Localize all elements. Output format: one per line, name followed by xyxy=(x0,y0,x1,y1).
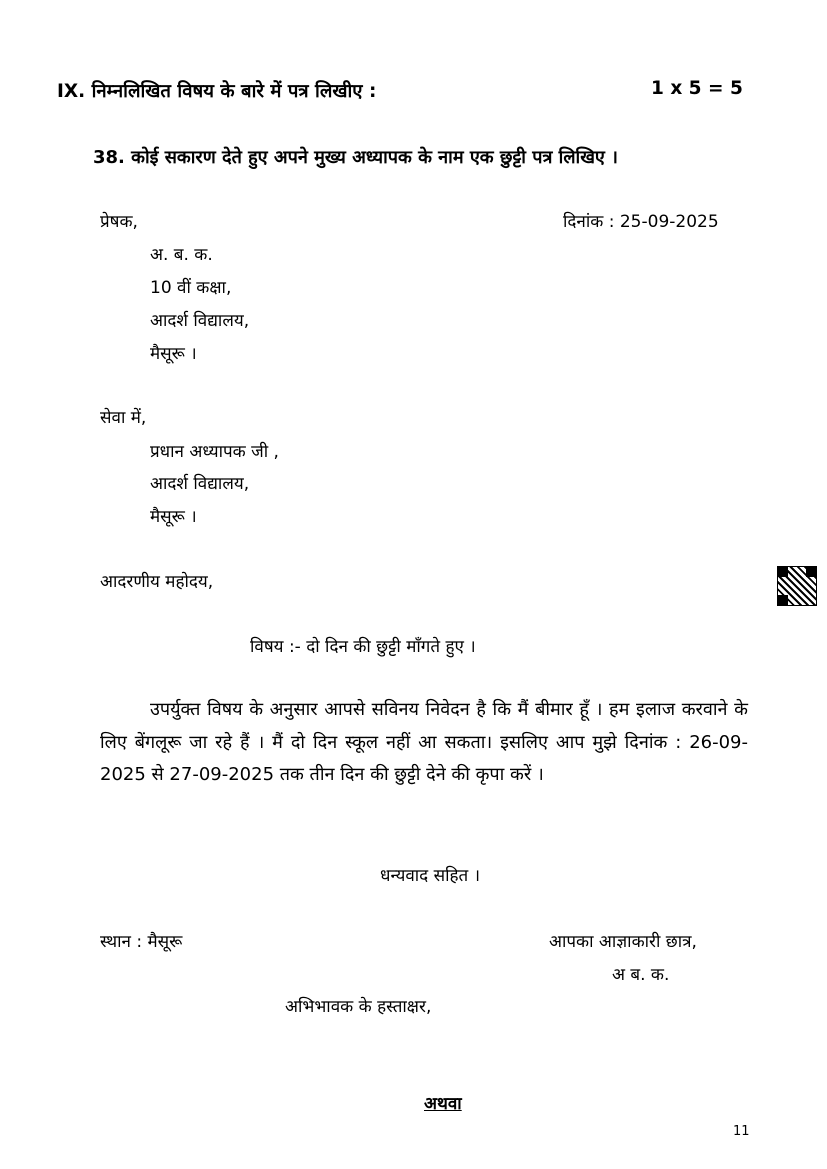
signature-name: अ ब. क. xyxy=(612,965,670,985)
salutation: आदरणीय महोदय, xyxy=(100,572,214,592)
recipient-line: प्रधान अध्यापक जी , xyxy=(150,442,279,462)
section-heading: IX. निम्नलिखित विषय के बारे में पत्र लिखीए : xyxy=(57,81,377,102)
letter-body-text: उपर्युक्त विषय के अनुसार आपसे सविनय निवेदन है कि मैं बीमार हूँ । हम इलाज करवाने के लिए बेंगलूरू जा रहे हैं । मैं दो दिन स्कूल नहीं आ सकता। इसलिए आप मुझे दिनांक : 26-09-2025 से 27-09-2025 तक तीन दिन की छुट्टी देने की कृपा करें । xyxy=(100,699,748,785)
sender-label: प्रेषक, xyxy=(100,212,138,232)
thanks-line: धन्यवाद सहित । xyxy=(380,866,481,886)
qr-code xyxy=(777,566,817,606)
subject-line: विषय :- दो दिन की छुट्टी माँगते हुए । xyxy=(250,637,476,657)
sender-line: आदर्श विद्यालय, xyxy=(150,311,250,331)
recipient-label: सेवा में, xyxy=(100,408,147,428)
sender-line: मैसूरू । xyxy=(150,344,197,364)
guardian-signature: अभिभावक के हस्ताक्षर, xyxy=(285,997,432,1017)
closing-line: आपका आज्ञाकारी छात्र, xyxy=(549,932,697,952)
page-number: 11 xyxy=(733,1124,750,1139)
question-text: 38. कोई सकारण देते हुए अपने मुख्य अध्यापक के नाम एक छुट्टी पत्र लिखिए । xyxy=(93,147,618,168)
recipient-line: मैसूरू । xyxy=(150,507,197,527)
recipient-line: आदर्श विद्यालय, xyxy=(150,474,250,494)
alternative-heading: अथवा xyxy=(424,1094,462,1114)
sender-line: 10 वीं कक्षा, xyxy=(150,278,232,298)
sender-line: अ. ब. क. xyxy=(150,245,213,265)
letter-date: दिनांक : 25-09-2025 xyxy=(563,212,719,232)
letter-body xyxy=(100,694,748,792)
section-marks: 1 x 5 = 5 xyxy=(651,78,743,99)
place-line: स्थान : मैसूरू xyxy=(100,932,183,952)
